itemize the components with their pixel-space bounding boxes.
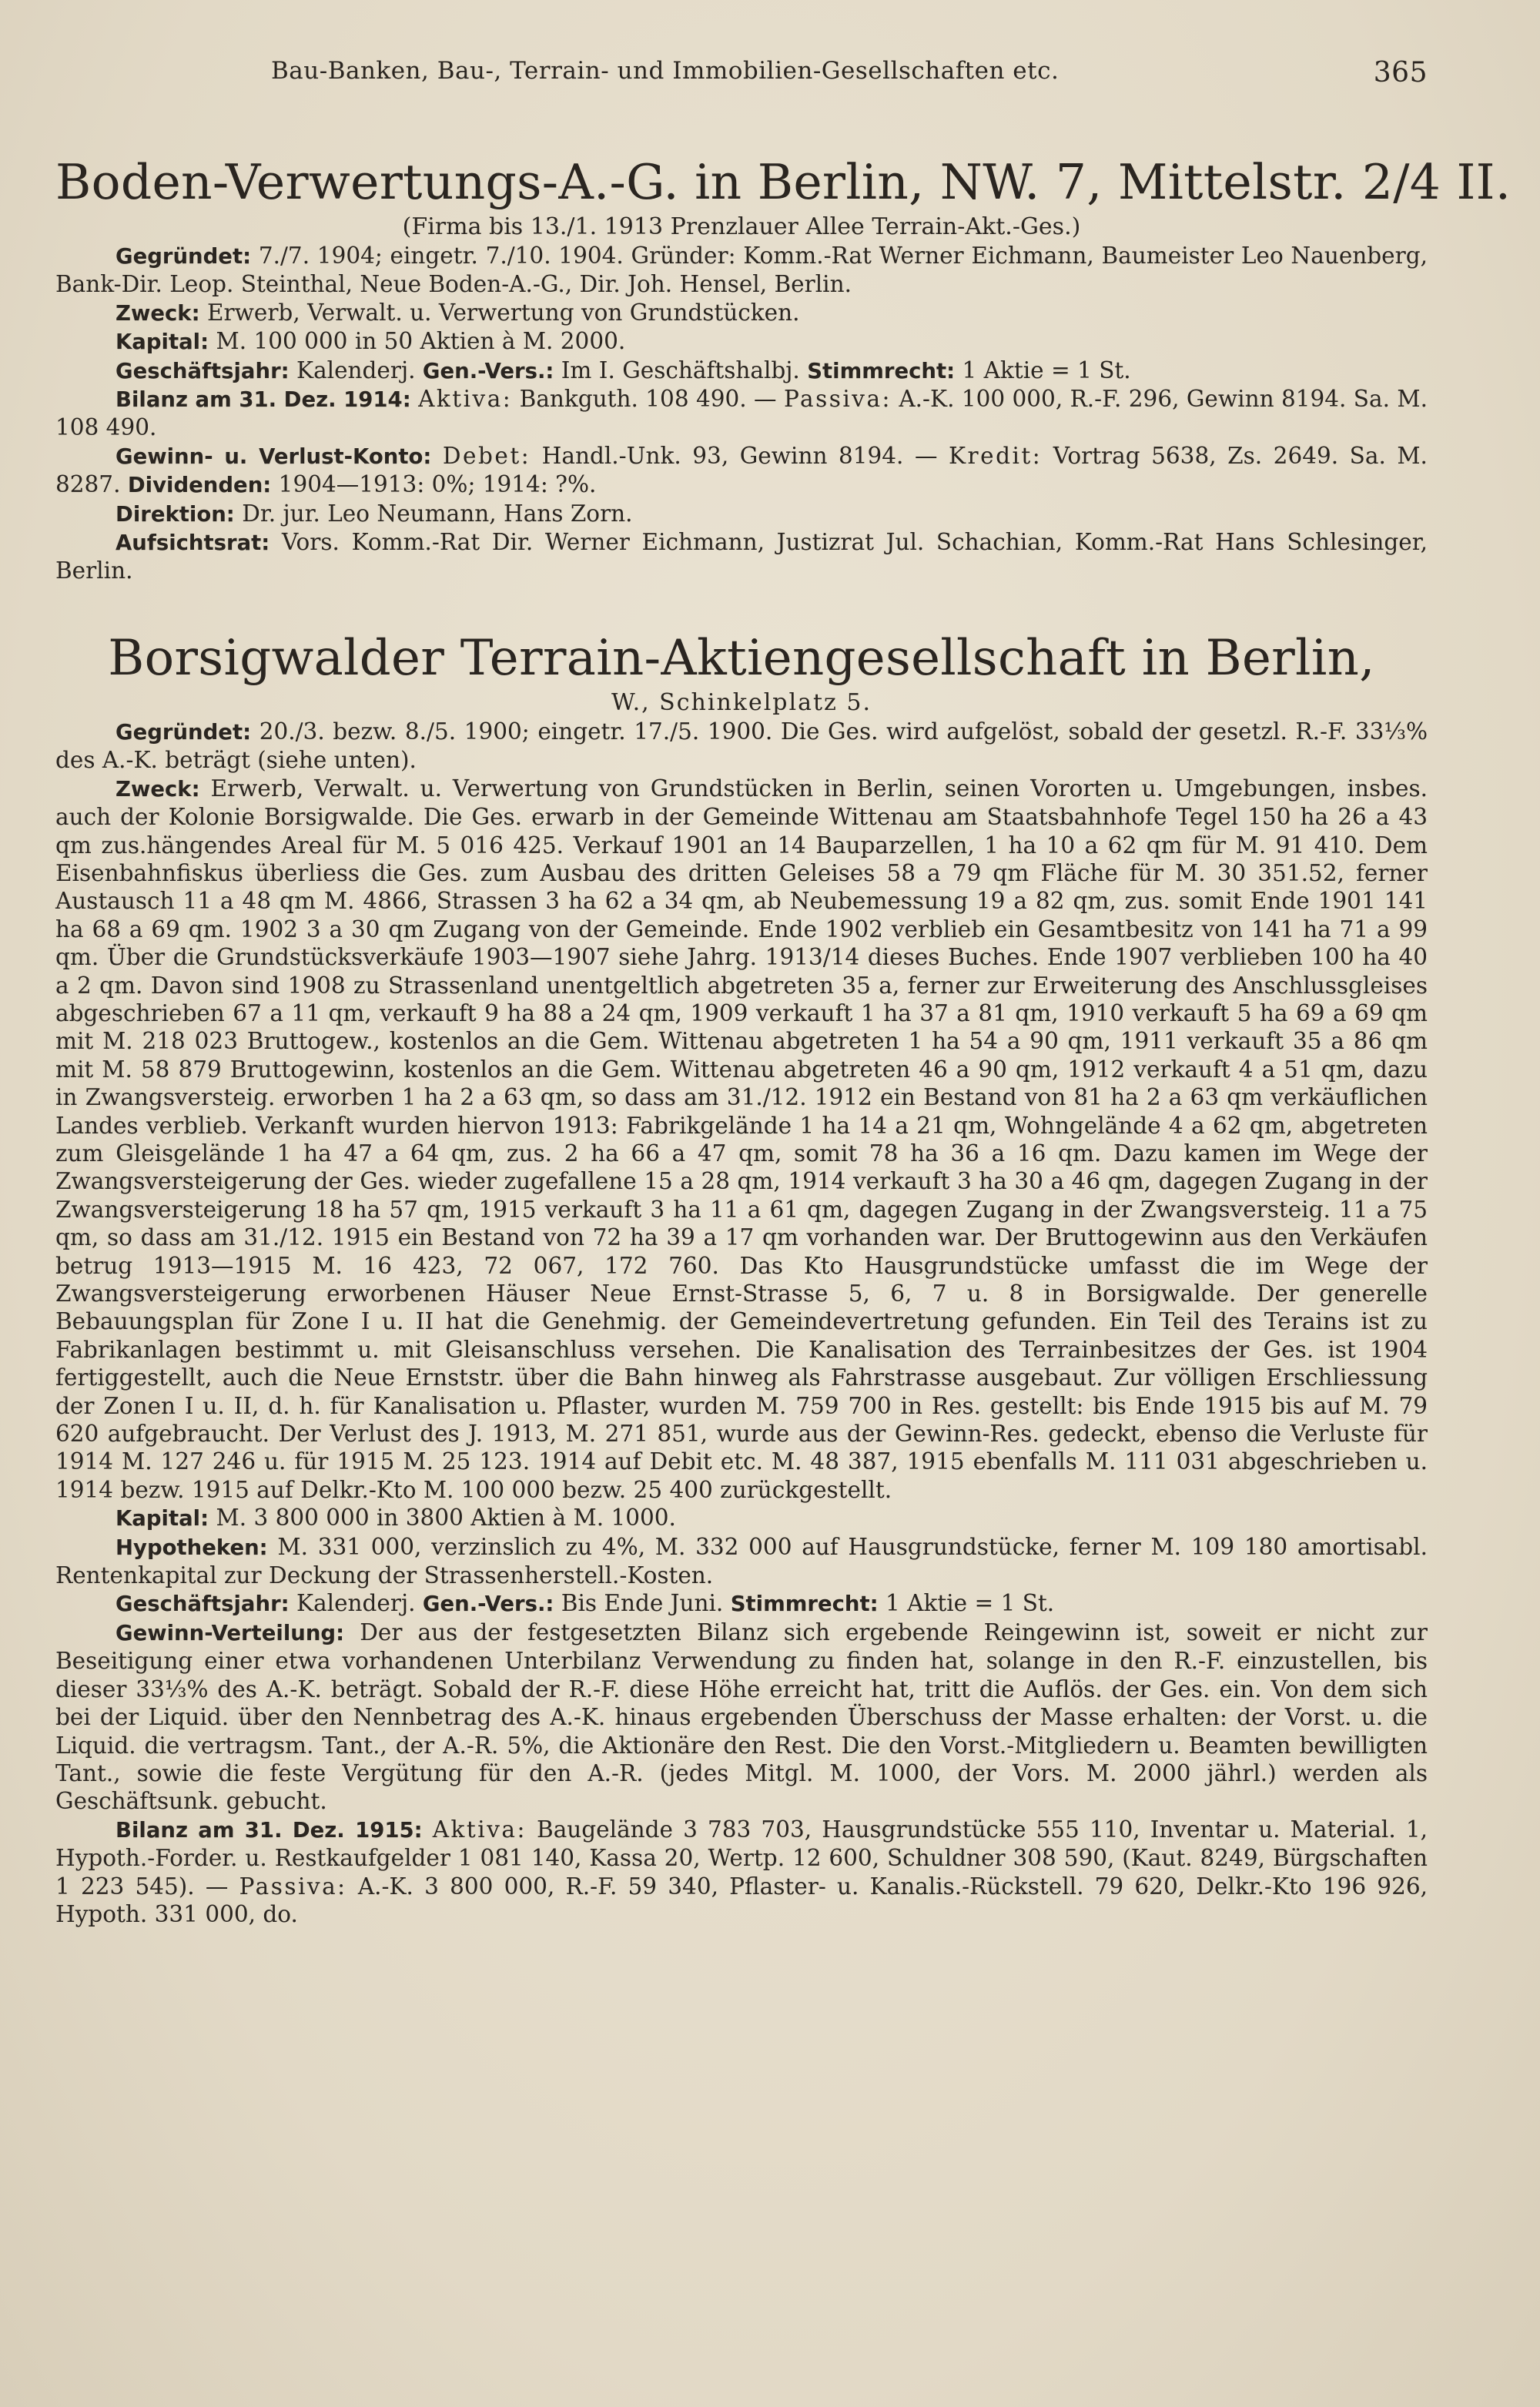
supervisory-board-paragraph: Aufsichtsrat: Vors. Komm.-Rat Dir. Werner Eichmann, Justizrat Jul. Schachian, Komm.-Rat Hans Schlesinger, Berlin. xyxy=(55,529,1428,584)
company-title: Borsigwalder Terrain-Aktiengesellschaft in Berlin, xyxy=(108,629,1375,687)
balance-paragraph: Bilanz am 31. Dez. 1914: Aktiva: Bankguth. 108 490. — Passiva: A.-K. 100 000, R.-F. 296, Gewinn 8194. Sa. M. 108 490. xyxy=(55,386,1428,441)
company-address: W., Schinkelplatz 5. xyxy=(611,688,872,716)
fiscal-year-paragraph: Geschäftsjahr: Kalenderj. Gen.-Vers.: Im I. Geschäftshalbj. Stimmrecht: 1 Aktie = 1 St. xyxy=(116,357,1131,383)
running-head-text: Bau-Banken, Bau-, Terrain- und Immobilien-Gesellschaften etc. xyxy=(271,57,1060,85)
founded-paragraph: Gegründet: 7./7. 1904; eingetr. 7./10. 1904. Gründer: Komm.-Rat Werner Eichmann, Baumeister Leo Nauenberg, Bank-Dir. Leop. Steinthal, Neue Boden-A.-G., Dir. Joh. Hensel, Berlin. xyxy=(55,243,1428,298)
mortgages-paragraph: Hypotheken: M. 331 000, verzinslich zu 4%, M. 332 000 auf Hausgrundstücke, ferner M. 109 180 amortisabl. Rentenkapital zur Deckung der Strassenherstell.-Kosten. xyxy=(55,1533,1428,1589)
company-entry-borsigwalder xyxy=(55,628,1428,1928)
profit-loss-paragraph: Gewinn- u. Verlust-Konto: Debet: Handl.-Unk. 93, Gewinn 8194. — Kredit: Vortrag 5638, Zs. 2649. Sa. M. 8287. Dividenden: 1904—1913: 0%; 1914: ?%. xyxy=(55,442,1428,498)
founded-paragraph: Gegründet: 20./3. bezw. 8./5. 1900; eingetr. 17./5. 1900. Die Ges. wird aufgelöst, sobald der gesetzl. R.-F. 33⅓% des A.-K. beträgt (siehe unten). xyxy=(55,718,1428,774)
capital-paragraph: Kapital: M. 3 800 000 in 3800 Aktien à M. 1000. xyxy=(116,1505,676,1532)
former-name: (Firma bis 13./1. 1913 Prenzlauer Allee Terrain-Akt.-Ges.) xyxy=(402,213,1081,240)
purpose-paragraph: Zweck: Erwerb, Verwalt. u. Verwertung von Grundstücken in Berlin, seinen Vororten u. Umgebungen, insbes. auch der Kolonie Borsigwalde. Die Ges. erwarb in der Gemeinde Wittenau am Staatsbahnhofe Tegel 150 ha 26 a 43 qm zus.hängendes Areal für M. 5 016 425. Verkauf 1901 an 14 Bauparzellen, 1 ha 10 a 62 qm für M. 91 410. Dem Eisenbahnfiskus überliess die Ges. zum Ausbau des dritten Geleises 58 a 79 qm Fläche für M. 30 351.52, ferner Austausch 11 a 48 qm M. 4866, Strassen 3 ha 62 a 34 qm, ab Neubemessung 19 a 82 qm, zus. somit Ende 1901 141 ha 68 a 69 qm. 1902 3 a 30 qm Zugang von der Gemeinde. Ende 1902 verblieb ein Gesamtbesitz von 141 ha 71 a 99 qm. Über die Grundstücksverkäufe 1903—1907 siehe Jahrg. 1913/14 dieses Buches. Ende 1907 verblieben 100 ha 40 a 2 qm. Davon sind 1908 zu Strassenland unentgeltlich abgetreten 35 a, ferner zur Erweiterung des Anschlussgleises abgeschrieben 67 a 11 qm, verkauft 9 ha 88 a 24 qm, 1909 verkauft 1 ha 37 a 81 qm, 1910 verkauft 5 ha 69 a 69 qm mit M. 218 023 Bruttogew., kostenlos an die Gem. Wittenau abgetreten 1 ha 54 a 90 qm, 1911 verkauft 35 a 86 qm mit M. 58 879 Bruttogewinn, kostenlos an die Gem. Wittenau abgetreten 46 a 90 qm, 1912 verkauft 4 a 51 qm, dazu in Zwangsversteig. erworben 1 ha 2 a 63 qm, so dass am 31./12. 1912 ein Bestand von 81 ha 2 a 63 qm verkäuflichen Landes verblieb. Verkanft wurden hiervon 1913: Fabrikgelände 1 ha 14 a 21 qm, Wohngelände 4 a 62 qm, abgetreten zum Gleisgelände 1 ha 47 a 64 qm, zus. 2 ha 66 a 47 qm, somit 78 ha 36 a 16 qm. Dazu kamen im Wege der Zwangsversteigerung der Ges. wieder zugefallene 15 a 28 qm, 1914 verkauft 3 ha 30 a 46 qm, dagegen Zugang in der Zwangsversteigerung 18 ha 57 qm, 1915 verkauft 3 ha 11 a 61 qm, dagegen Zugang in der Zwangsversteig. 11 a 75 qm, so dass am 31./12. 1915 ein Bestand von 72 ha 39 a 17 qm vorhanden war. Der Bruttogewinn aus den Verkäufen betrug 1913—1915 M. 16 423, 72 067, 172 760. Das Kto Hausgrundstücke umfasst die im Wege der Zwangsversteigerung erworbenen Häuser Neue Ernst-Strasse 5, 6, 7 u. 8 in Borsigwalde. Der generelle Bebauungsplan für Zone I u. II hat die Genehmig. der Gemeindevertretung gefunden. Ein Teil des Terains ist zu Fabrikanlagen bestimmt u. mit Gleisanschluss versehen. Die Kanalisation des Terrainbesitzes der Ges. ist 1904 fertiggestellt, auch die Neue Ernststr. über die Bahn hinweg als Fahrstrasse ausgebaut. Zur völligen Erschliessung der Zonen I u. II, d. h. für Kanalisation u. Pflaster, wurden M. 759 700 in Res. gestellt: bis Ende 1915 bis auf M. 79 620 aufgebraucht. Der Verlust des J. 1913, M. 271 851, wurde aus der Gewinn-Res. gedeckt, ebenso die Verluste für 1914 M. 127 246 u. für 1915 M. 25 123. 1914 auf Debit etc. M. 48 387, 1915 ebenfalls M. 111 031 abgeschrieben u. 1914 bezw. 1915 auf Delkr.-Kto M. 100 000 bezw. 25 400 zurückgestellt. xyxy=(55,775,1428,1503)
profit-distribution-paragraph: Gewinn-Verteilung: Der aus der festgesetzten Bilanz sich ergebende Reingewinn ist, soweit er nicht zur Beseitigung einer etwa vorhandenen Unterbilanz Verwendung zu finden hat, solange in den R.-F. einzustellen, bis dieser 33⅓% des A.-K. beträgt. Sobald der R.-F. diese Höhe erreicht hat, tritt die Auflös. der Ges. ein. Von dem sich bei der Liquid. über den Nennbetrag des A.-K. hinaus ergebenden Überschuss der Masse erhalten: der Vorst. u. die Liquid. die vertragsm. Tant., der A.-R. 5%, die Aktionäre den Rest. Die den Vorst.-Mitgliedern u. Beamten bewilligten Tant., sowie die feste Vergütung für den A.-R. (jedes Mitgl. M. 1000, der Vors. M. 2000 jährl.) werden als Geschäftsunk. gebucht. xyxy=(55,1619,1428,1815)
page-number: 365 xyxy=(1373,57,1428,89)
fiscal-year-paragraph: Geschäftsjahr: Kalenderj. Gen.-Vers.: Bis Ende Juni. Stimmrecht: 1 Aktie = 1 St. xyxy=(116,1590,1055,1617)
company-title: Boden-Verwertungs-A.-G. in Berlin, NW. 7, Mittelstr. 2/4 II. xyxy=(55,154,1512,210)
capital-paragraph: Kapital: M. 100 000 in 50 Aktien à M. 2000. xyxy=(116,328,626,355)
running-head xyxy=(55,48,1428,89)
purpose-paragraph: Zweck: Erwerb, Verwalt. u. Verwertung von Grundstücken. xyxy=(116,299,800,326)
board-paragraph: Direktion: Dr. jur. Leo Neumann, Hans Zorn. xyxy=(116,500,633,527)
company-entry-boden-verwertungs xyxy=(55,152,1512,585)
balance-paragraph: Bilanz am 31. Dez. 1915: Aktiva: Baugelände 3 783 703, Hausgrundstücke 555 110, Inventar u. Material. 1, Hypoth.-Forder. u. Restkaufgelder 1 081 140, Kassa 20, Wertp. 12 600, Schuldner 308 590, (Kaut. 8249, Bürgschaften 1 223 545). — Passiva: A.-K. 3 800 000, R.-F. 59 340, Pflaster- u. Kanalis.-Rückstell. 79 620, Delkr.-Kto 196 926, Hypoth. 331 000, do. xyxy=(55,1816,1428,1927)
